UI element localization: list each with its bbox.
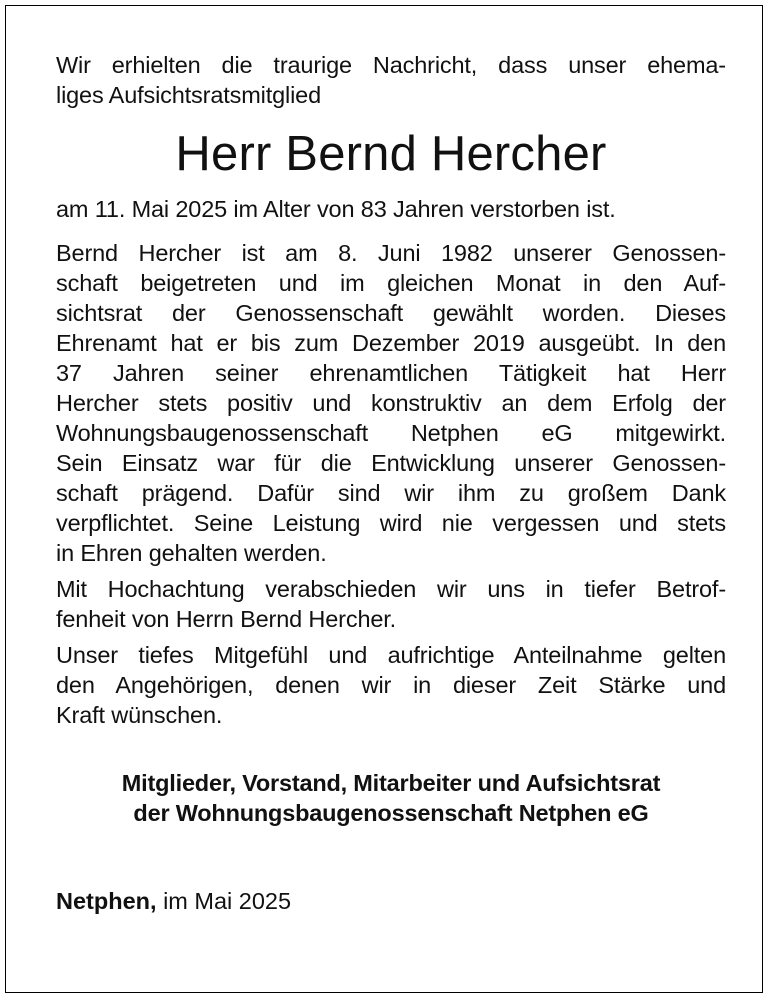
death-line-text: am 11. Mai 2025 im Alter von 83 Jahren verstorben ist. — [56, 196, 616, 222]
body-line: Sein Einsatz war für die Entwicklung unserer Genossen- — [56, 450, 726, 476]
signature-block — [56, 768, 726, 828]
condolence-line-3: Kraft wünschen. — [56, 702, 223, 728]
body-line: in Ehren gehalten werden. — [56, 540, 327, 566]
farewell-line-1: Mit Hochachtung verabschieden wir uns in tiefer Betrof- — [56, 576, 726, 602]
body-line: verpflichtet. Seine Leistung wird nie vergessen und stets — [56, 510, 726, 536]
condolence-line-1: Unser tiefes Mitgefühl und aufrichtige Anteilnahme gelten — [56, 642, 726, 668]
signature-line-2: der Wohnungsbaugenossenschaft Netphen eG — [133, 800, 649, 826]
farewell-paragraph — [56, 574, 726, 634]
intro-paragraph — [56, 50, 726, 110]
notice-frame — [5, 5, 763, 993]
body-paragraph — [56, 238, 726, 568]
place-date-line — [56, 886, 726, 916]
intro-line-1: Wir erhielten die traurige Nachricht, dass unser ehema- — [56, 52, 726, 78]
place-city: Netphen, — [56, 888, 157, 914]
death-line — [56, 194, 726, 224]
body-line: Wohnungsbaugenossenschaft Netphen eG mitgewirkt. — [56, 420, 726, 446]
body-line: Ehrenamt hat er bis zum Dezember 2019 ausgeübt. In den — [56, 330, 726, 356]
body-line: Bernd Hercher ist am 8. Juni 1982 unserer Genossen- — [56, 240, 726, 266]
notice-content — [56, 50, 726, 916]
farewell-line-2: fenheit von Herrn Bernd Hercher. — [56, 606, 397, 632]
deceased-name: Herr Bernd Hercher — [175, 127, 607, 181]
intro-line-2: liges Aufsichtsratsmitglied — [56, 82, 322, 108]
place-date: im Mai 2025 — [163, 888, 292, 914]
condolence-line-2: den Angehörigen, denen wir in dieser Zeit Stärke und — [56, 672, 726, 698]
signature-line-1: Mitglieder, Vorstand, Mitarbeiter und Aufsichtsrat — [121, 770, 661, 796]
body-line: schaft prägend. Dafür sind wir ihm zu großem Dank — [56, 480, 726, 506]
body-line: 37 Jahren seiner ehrenamtlichen Tätigkeit hat Herr — [56, 360, 726, 386]
body-line: Hercher stets positiv und konstruktiv an dem Erfolg der — [56, 390, 726, 416]
condolence-paragraph — [56, 640, 726, 730]
body-line: schaft beigetreten und im gleichen Monat in den Auf- — [56, 270, 726, 296]
spacer — [56, 224, 726, 238]
body-line: sichtsrat der Genossenschaft gewählt worden. Dieses — [56, 300, 726, 326]
